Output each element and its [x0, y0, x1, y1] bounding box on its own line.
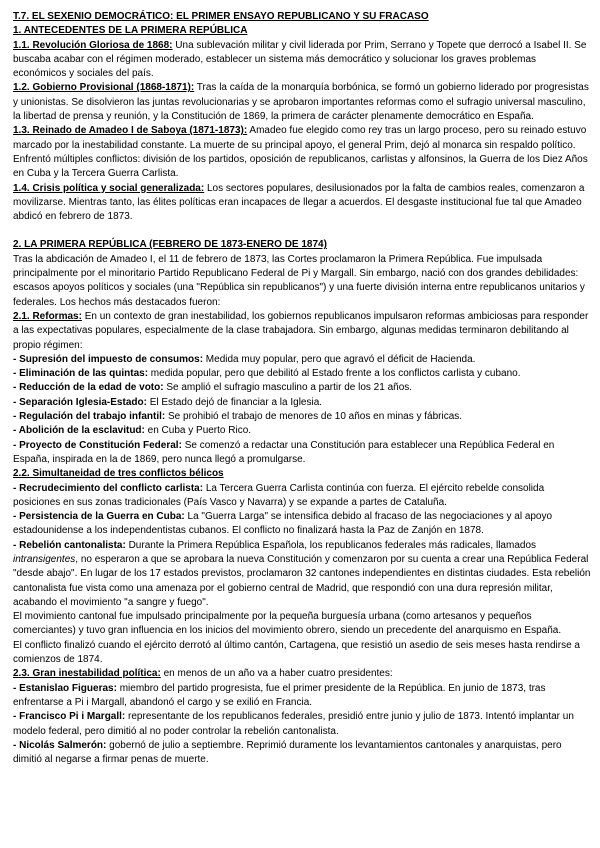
reform-item-lead: - Eliminación de las quintas:: [13, 368, 149, 380]
section-2-3-text: en menos de un año va a haber cuatro presidentes:: [160, 668, 393, 680]
conflict-item-lead: - Recrudecimiento del conflicto carlista:: [13, 482, 204, 494]
section-2-1-paragraph: [13, 310, 592, 353]
reform-item-text: Se amplió el sufragio masculino a partir de los 21 años.: [163, 382, 413, 394]
conflict-item-text: La Tercera Guerra Carlista continúa con fuerza. El ejército rebelde consolida posiciones en sus zonas tradicionales (País Vasco y Navarra) y se expande a partes de Cataluña.: [13, 482, 545, 508]
section-1-4-text: Los sectores populares, desilusionados por la falta de cambios reales, comenzaron a movilizarse. Mientras tanto, las élites políticas eran incapaces de llegar a acuerdos. El desgaste institucional fue tal que Amadeo abdicó en febrero de 1873.: [13, 182, 585, 223]
section-1-1-text: Una sublevación militar y civil liderada por Prim, Serrano y Topete que derrocó a Isabel II. Se buscaba acabar con el régimen moderado, establecer un sistema más democrático y solucionar los graves problemas económicos y sociales del país.: [13, 39, 587, 80]
cantonal-text-a: Durante la Primera República Española, los republicanos federales más radicales, llamados: [125, 539, 537, 551]
president-item-text: miembro del partido progresista, fue el primer presidente de la República. En junio de 1873, tras enfrentarse a Pi i Margall, abandonó el cargo y se exilió en Francia.: [13, 682, 546, 708]
reform-item-lead: - Supresión del impuesto de consumos:: [13, 353, 204, 365]
president-item: [13, 710, 592, 739]
section-2-1-lead: 2.1. Reformas:: [13, 310, 82, 322]
section-spacer: [13, 224, 592, 238]
reform-item: [13, 367, 592, 381]
reform-item-text: El Estado dejó de financiar a la Iglesia.: [146, 396, 323, 408]
reform-item-lead: - Reducción de la edad de voto:: [13, 382, 164, 394]
section-1-2-text: Tras la caída de la monarquía borbónica, se formó un gobierno liderado por progresistas y unionistas. Se disolvieron las juntas revolucionarias y se aprobaron importantes reformas como el sufragio universal masculino, la libertad de prensa y reunión, y la Constitución de 1869, la primera de carácter plenamente democrático en España.: [13, 82, 589, 123]
president-item: [13, 739, 592, 768]
section-1-3-lead: 1.3. Reinado de Amadeo I de Saboya (1871-1873):: [13, 125, 248, 137]
section-2-2-lead: 2.2. Simultaneidad de tres conflictos bélicos: [13, 468, 224, 480]
president-item-lead: - Francisco Pi i Margall:: [13, 711, 126, 723]
reform-item: [13, 439, 592, 468]
reform-item-text: medida popular, pero que debilitó al Estado frente a los conflictos carlista y cubano.: [148, 368, 521, 380]
section-1-4-paragraph: [13, 182, 592, 225]
reform-item-text: Se comenzó a redactar una Constitución para establecer una República Federal en España, inspirada en la de 1869, pero nunca llegó a promulgarse.: [13, 439, 555, 465]
conflict-item-lead: - Persistencia de la Guerra en Cuba:: [13, 511, 185, 523]
section-1-1-lead: 1.1. Revolución Gloriosa de 1868:: [13, 39, 173, 51]
reform-item: [13, 410, 592, 424]
conflict-item-cantonal: [13, 539, 592, 610]
section-2-heading: 2. LA PRIMERA REPÚBLICA (FEBRERO DE 1873-ENERO DE 1874): [13, 239, 327, 251]
reform-item-lead: - Separación Iglesia-Estado:: [13, 396, 147, 408]
cantonal-paragraph-2: El conflicto finalizó cuando el ejército derrotó al último cantón, Cartagena, que resistió un asedio de seis meses hasta rendirse a comienzos de 1874.: [13, 639, 580, 666]
conflict-item: [13, 482, 592, 511]
president-item-lead: - Nicolás Salmerón:: [13, 739, 107, 751]
conflict-item-lead: - Rebelión cantonalista:: [13, 539, 126, 551]
president-item-text: representante de los republicanos federales, presidió entre junio y julio de 1873. Intentó implantar un modelo federal, pero dimitió al no poder controlar la rebelión cantonalista.: [13, 711, 574, 737]
cantonal-text-b: , no esperaron a que se aprobara la nueva Constitución y comenzaron por su cuenta a crear una República Federal "desde abajo". En lugar de los 17 estados previstos, proclamaron 32 cantones independientes en distintas ciudades. Esta rebelión cantonalista fue vista como una amenaza por el gobierno central de Madrid, que respondió con una dura represión militar, acabando el movimiento "a sangre y fuego".: [13, 553, 591, 608]
reform-item-text: Medida muy popular, pero que agravó el déficit de Hacienda.: [203, 353, 476, 365]
cantonal-italic-term: intransigentes: [13, 553, 76, 565]
reform-item: [13, 353, 592, 367]
section-2-1-text: En un contexto de gran inestabilidad, los gobiernos republicanos impulsaron reformas ambiciosas para responder a las expectativas populares, especialmente de la clase trabajadora. Sin embargo, algunas medidas terminaron debilitando al propio régimen:: [13, 310, 589, 351]
conflict-item: [13, 510, 592, 539]
section-1-3-paragraph: [13, 124, 592, 181]
reform-item: [13, 424, 592, 438]
reform-item-text: en Cuba y Puerto Rico.: [144, 425, 252, 437]
reform-item-lead: - Proyecto de Constitución Federal:: [13, 439, 182, 451]
reform-item-lead: - Regulación del trabajo infantil:: [13, 411, 166, 423]
section-1-4-lead: 1.4. Crisis política y social generalizada:: [13, 182, 205, 194]
page-title: T.7. EL SEXENIO DEMOCRÁTICO: EL PRIMER ENSAYO REPUBLICANO Y SU FRACASO: [13, 11, 429, 22]
section-1-3-text: Amadeo fue elegido como rey tras un largo proceso, pero su reinado estuvo marcado por la inestabilidad constante. La muerte de su principal apoyo, el general Prim, dejó al monarca sin respaldo político. Enfrentó múltiples conflictos: división de los partidos, oposición de republicanos, carlistas y alfonsinos, la Guerra de los Diez Años en Cuba y la Tercera Guerra Carlista.: [13, 125, 588, 180]
section-1-2-paragraph: [13, 81, 592, 124]
reform-item: [13, 396, 592, 410]
section-2-intro: Tras la abdicación de Amadeo I, el 11 de febrero de 1873, las Cortes proclamaron la Primera República. Fue impulsada principalmente por el minoritario Partido Republicano Federal de Pi y Margall. Sin embargo, nació con dos grandes debilidades: escasos apoyos políticos y sociales (una "República sin republicanos") y una fuerte división interna entre republicanos unitarios y federales. Los hechos más destacados fueron:: [13, 253, 585, 308]
section-2-3-paragraph: [13, 667, 592, 681]
cantonal-paragraph-1: El movimiento cantonal fue impulsado principalmente por la pequeña burguesía urbana (como artesanos y pequeños comerciantes) y tuvo gran influencia en los inicios del movimiento obrero, siendo un precedente del anarquismo en España.: [13, 611, 562, 637]
reform-item-text: Se prohibió el trabajo de menores de 10 años en minas y fábricas.: [165, 411, 463, 423]
section-2-3-lead: 2.3. Gran inestabilidad política:: [13, 668, 161, 680]
section-1-2-lead: 1.2. Gobierno Provisional (1868-1871):: [13, 82, 195, 94]
section-1-heading: 1. ANTECEDENTES DE LA PRIMERA REPÚBLICA: [13, 25, 248, 37]
conflict-item-text: La "Guerra Larga" se intensifica debido al fracaso de las negociaciones y al apoyo estadounidense a los independentistas cubanos. El conflicto no finalizará hasta la Paz de Zanjón en 1878.: [13, 511, 553, 537]
reform-item-lead: - Abolición de la esclavitud:: [13, 425, 145, 437]
section-1-1-paragraph: [13, 39, 592, 82]
president-item-lead: - Estanislao Figueras:: [13, 682, 117, 694]
reform-item: [13, 381, 592, 395]
president-item: [13, 682, 592, 711]
president-item-text: gobernó de julio a septiembre. Reprimió duramente los levantamientos cantonales y anarquistas, pero dimitió al negarse a firmar penas de muerte.: [13, 739, 562, 766]
